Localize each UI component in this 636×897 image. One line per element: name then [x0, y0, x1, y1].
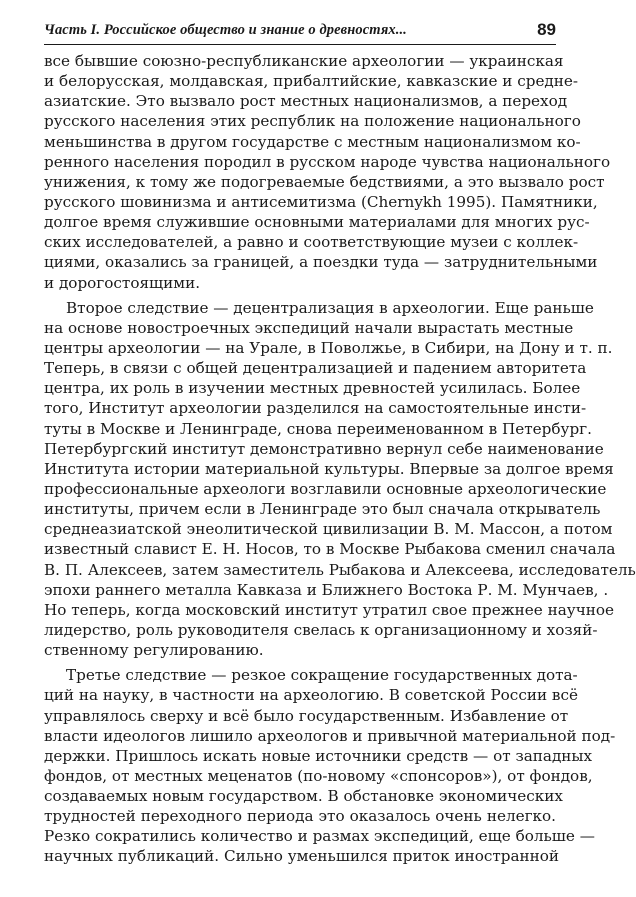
text-line: трудностей переходного периода это оказалось очень нелегко. [44, 807, 556, 826]
text-line: и дорогостоящими. [44, 273, 201, 292]
text-line: на основе новостроечных экспедиций начали вырастать местные [44, 318, 574, 337]
text-line: создаваемых новым государством. В обстановке экономических [44, 787, 563, 806]
text-line: и белорусская, молдавская, прибалтийские, кавказские и средне- [44, 72, 579, 91]
text-line: Третье следствие — резкое сокращение государственных дота- [66, 666, 578, 685]
text-line: держки. Пришлось искать новые источники средств — от западных [44, 746, 593, 765]
text-line: ренного населения породил в русском народе чувства национального [44, 152, 611, 171]
text-line: эпохи раннего металла Кавказа и Ближнего Востока Р. М. Мунчаев, . [44, 580, 609, 599]
text-line: долгое время служившие основными материалами для многих рус- [44, 213, 590, 232]
paragraph [44, 298, 636, 661]
text-line: научных публикаций. Сильно уменьшился приток иностранной [44, 847, 560, 866]
text-line: унижения, к тому же подогреваемые бедствиями, а это вызвало рост [44, 172, 605, 191]
header-rule [44, 44, 556, 45]
text-line: известный славист Е. Н. Носов, то в Москве Рыбакова сменил сначала [44, 540, 616, 559]
text-line: власти идеологов лишило археологов и привычной материальной под- [44, 726, 616, 745]
text-line: В. П. Алексеев, затем заместитель Рыбакова и Алексеева, исследователь [44, 560, 636, 579]
text-line: Резко сократились количество и размах экспедиций, еще больше — [44, 827, 595, 846]
text-line: Второе следствие — децентрализация в археологии. Еще раньше [66, 298, 594, 317]
text-line: Теперь, в связи с общей децентрализацией и падением авторитета [44, 359, 587, 378]
text-line: Института истории материальной культуры. Впервые за долгое время [44, 459, 614, 478]
text-line: ских исследователей, а равно и соответствующие музеи с коллек- [44, 233, 579, 252]
running-head-title: Часть I. Российское общество и знание о древностях... [44, 22, 407, 38]
text-line: центры археологии — на Урале, в Поволжье, в Сибири, на Дону и т. п. [44, 338, 613, 357]
text-line: того, Институт археологии разделился на самостоятельные инсти- [44, 399, 587, 418]
paragraph [44, 51, 611, 293]
text-line: циями, оказались за границей, а поездки туда — затруднительными [44, 253, 598, 272]
text-line: лидерство, роль руководителя свелась к организационному и хозяй- [44, 620, 598, 639]
text-line: фондов, от местных меценатов (по-новому «спонсоров»), от фондов, [44, 766, 593, 785]
text-line: меньшинства в другом государстве с местным национализмом ко- [44, 132, 581, 151]
text-line: ственному регулированию. [44, 641, 264, 660]
text-line: управлялось сверху и всё было государственным. Избавление от [44, 706, 569, 725]
paragraph [44, 665, 616, 866]
text-line: профессиональные археологи возглавили основные археологические [44, 479, 607, 498]
text-line: русского населения этих республик на положение национального [44, 112, 581, 131]
text-line: азиатские. Это вызвало рост местных национализмов, а переход [44, 92, 568, 111]
body-text [44, 51, 636, 867]
text-line: институты, причем если в Ленинграде это был сначала открыватель [44, 500, 601, 519]
text-line: русского шовинизма и антисемитизма (Chernykh 1995). Памятники, [44, 192, 598, 211]
text-line: Петербургский институт демонстративно вернул себе наименование [44, 439, 604, 458]
text-line: все бывшие союзно-республиканские археологии — украинская [44, 52, 564, 70]
page-number: 89 [537, 20, 556, 39]
running-head [44, 14, 556, 42]
text-line: ций на науку, в частности на археологию. В советской России всё [44, 686, 578, 705]
text-line: центра, их роль в изучении местных древностей усилилась. Более [44, 379, 581, 398]
text-line: туты в Москве и Ленинграде, снова переименованном в Петербург. [44, 419, 592, 438]
text-line: Но теперь, когда московский институт утратил свое прежнее научное [44, 600, 615, 619]
text-line: среднеазиатской энеолитической цивилизации В. М. Массон, а потом [44, 520, 613, 539]
